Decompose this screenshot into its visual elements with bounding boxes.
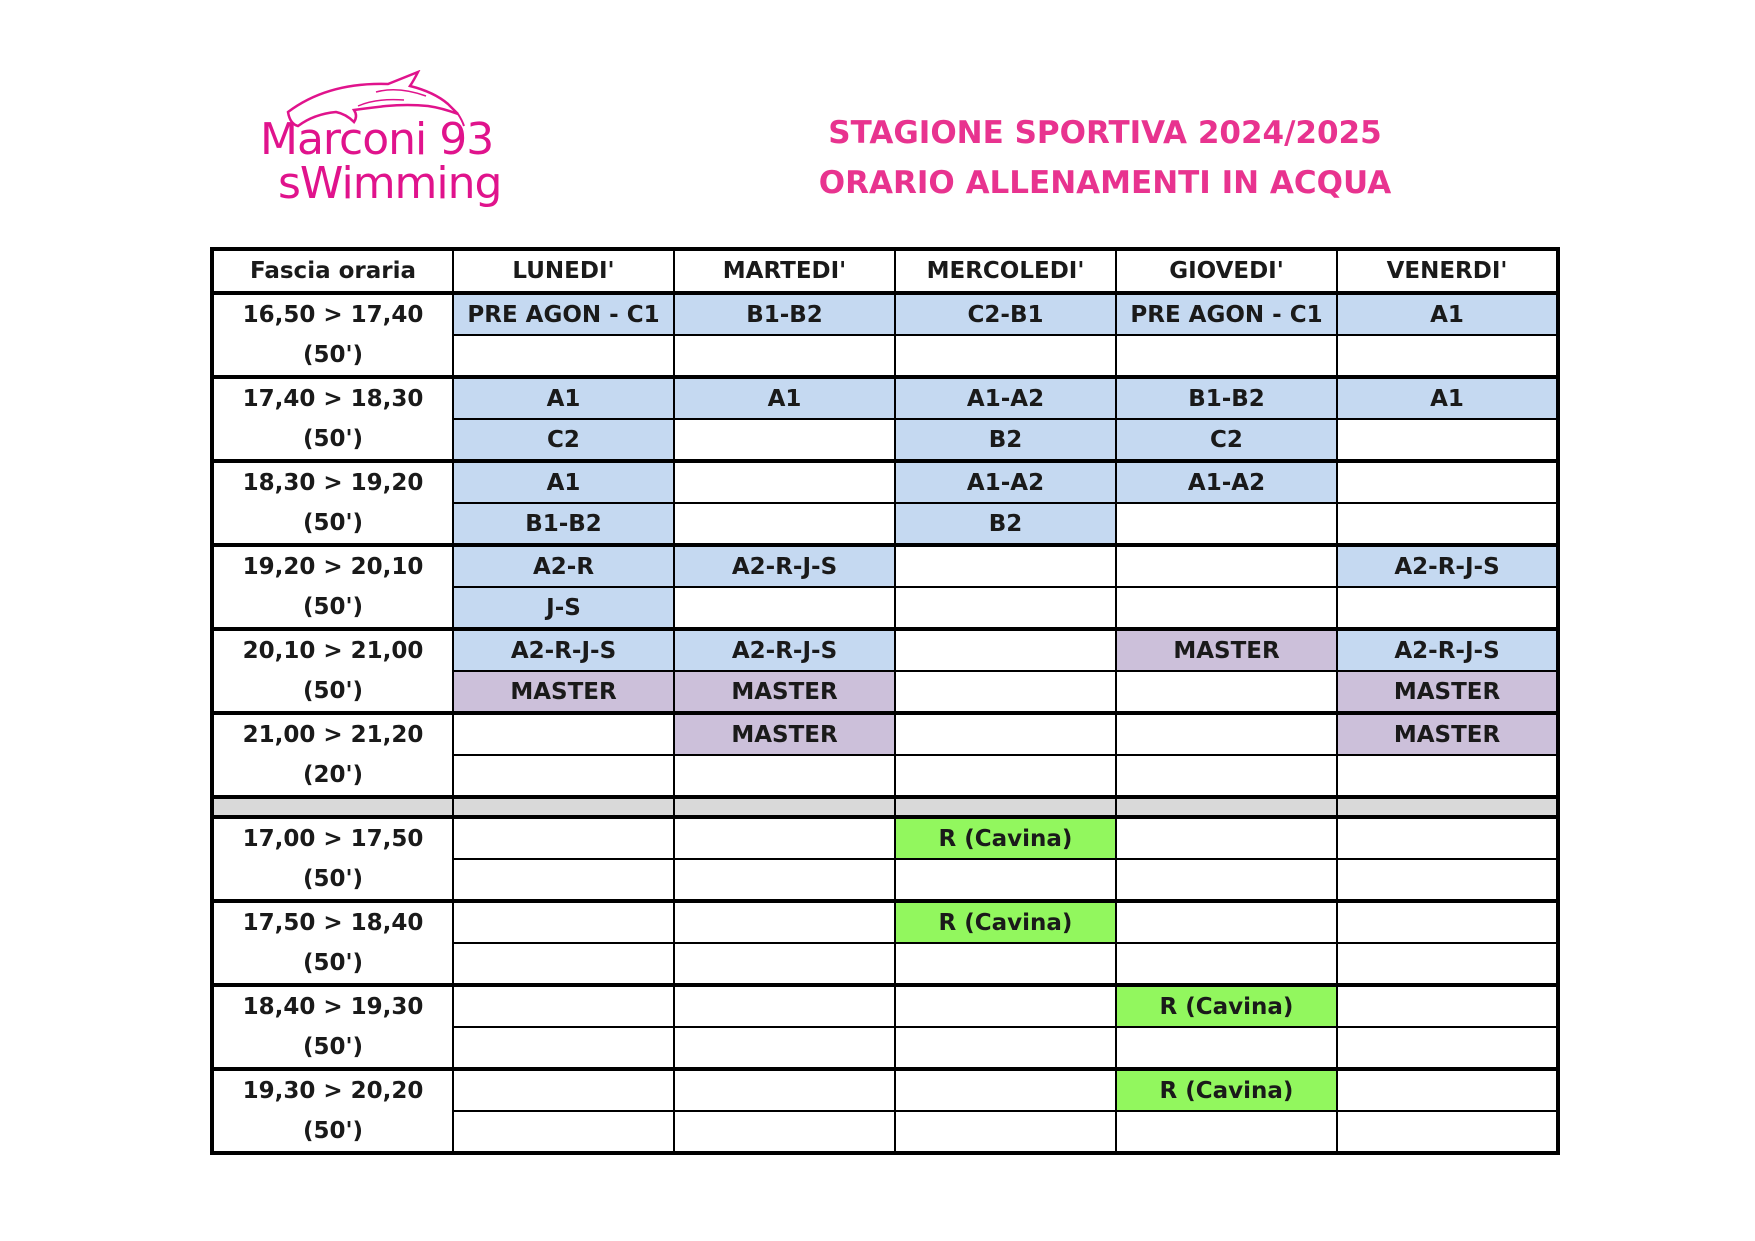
schedule-cell-wednesday [895,335,1116,377]
schedule-cell-monday [453,901,674,943]
schedule-cell-thursday [1116,901,1337,943]
time-range: 17,00 > 17,50 [242,826,424,852]
schedule-cell-tuesday [674,859,895,901]
schedule-cell-friday: MASTER [1337,713,1558,755]
schedule-cell-friday [1337,419,1558,461]
schedule-cell-thursday [1116,755,1337,797]
day-header-wednesday: MERCOLEDI' [895,249,1116,293]
table-row [212,629,1558,671]
time-slot-cell [212,817,453,901]
schedule-cell-monday [453,859,674,901]
schedule-cell-thursday [1116,817,1337,859]
schedule-cell-tuesday: A2-R-J-S [674,545,895,587]
header-row [212,249,1558,293]
schedule-cell-tuesday [674,901,895,943]
schedule-cell-friday: A2-R-J-S [1337,629,1558,671]
schedule-cell-tuesday [674,817,895,859]
schedule-cell-friday: A1 [1337,293,1558,335]
schedule-cell-monday [453,755,674,797]
page-title [780,108,1430,208]
separator-cell [1337,797,1558,817]
table-row [212,377,1558,419]
schedule-cell-friday [1337,901,1558,943]
schedule-cell-wednesday [895,713,1116,755]
schedule-cell-thursday [1116,671,1337,713]
schedule-cell-monday: PRE AGON - C1 [453,293,674,335]
schedule-cell-monday [453,985,674,1027]
logo-text-line2: sWimming [278,158,502,209]
schedule-cell-tuesday [674,1069,895,1111]
schedule-cell-friday: MASTER [1337,671,1558,713]
schedule-cell-monday: C2 [453,419,674,461]
schedule-cell-tuesday: MASTER [674,671,895,713]
time-range: 18,40 > 19,30 [242,994,424,1020]
time-range: 20,10 > 21,00 [242,638,424,664]
schedule-cell-monday [453,1027,674,1069]
schedule-cell-thursday: R (Cavina) [1116,1069,1337,1111]
table-row [212,713,1558,755]
schedule-cell-friday [1337,943,1558,985]
schedule-cell-tuesday: B1-B2 [674,293,895,335]
table-row [212,1069,1558,1111]
duration: (50') [302,950,364,976]
table-row [212,545,1558,587]
schedule-cell-wednesday [895,1027,1116,1069]
time-slot-cell [212,985,453,1069]
schedule-cell-monday: A2-R [453,545,674,587]
time-slot-cell [212,545,453,629]
schedule-cell-friday [1337,859,1558,901]
schedule-cell-monday [453,1111,674,1153]
schedule-cell-wednesday [895,545,1116,587]
schedule-cell-wednesday [895,587,1116,629]
schedule-cell-monday: J-S [453,587,674,629]
separator-cell [212,797,453,817]
schedule-cell-tuesday [674,335,895,377]
time-range: 19,30 > 20,20 [242,1078,424,1104]
schedule-cell-friday [1337,817,1558,859]
separator-cell [895,797,1116,817]
duration: (50') [302,1118,364,1144]
duration: (20') [302,762,364,788]
schedule-cell-tuesday [674,503,895,545]
table-row [212,817,1558,859]
schedule-cell-monday [453,817,674,859]
separator-cell [453,797,674,817]
time-range: 17,50 > 18,40 [242,910,424,936]
schedule-cell-tuesday: A2-R-J-S [674,629,895,671]
time-range: 18,30 > 19,20 [242,470,424,496]
schedule-cell-monday [453,943,674,985]
schedule-cell-monday [453,1069,674,1111]
schedule-cell-tuesday [674,1027,895,1069]
schedule-cell-thursday: A1-A2 [1116,461,1337,503]
duration: (50') [302,426,364,452]
schedule-cell-friday [1337,461,1558,503]
time-slot-cell [212,629,453,713]
day-header-friday: VENERDI' [1337,249,1558,293]
table-row [212,461,1558,503]
schedule-cell-wednesday [895,629,1116,671]
training-schedule-table [210,247,1560,1155]
schedule-cell-tuesday [674,419,895,461]
schedule-cell-thursday: C2 [1116,419,1337,461]
schedule-cell-thursday [1116,545,1337,587]
time-range: 19,20 > 20,10 [242,554,424,580]
schedule-cell-thursday [1116,1111,1337,1153]
schedule-cell-wednesday: R (Cavina) [895,901,1116,943]
duration: (50') [302,866,364,892]
separator-cell [674,797,895,817]
schedule-cell-tuesday: A1 [674,377,895,419]
schedule-cell-wednesday [895,671,1116,713]
time-range: 16,50 > 17,40 [242,302,424,328]
schedule-cell-monday: A2-R-J-S [453,629,674,671]
schedule-cell-wednesday: B2 [895,419,1116,461]
day-header-tuesday: MARTEDI' [674,249,895,293]
schedule-cell-friday: A2-R-J-S [1337,545,1558,587]
schedule-cell-wednesday: C2-B1 [895,293,1116,335]
schedule-cell-monday [453,335,674,377]
time-slot-cell [212,293,453,377]
schedule-cell-tuesday [674,755,895,797]
schedule-cell-thursday [1116,1027,1337,1069]
schedule-cell-wednesday [895,943,1116,985]
time-range: 17,40 > 18,30 [242,386,424,412]
schedule-cell-wednesday: A1-A2 [895,377,1116,419]
schedule-cell-friday [1337,1027,1558,1069]
schedule-cell-tuesday [674,461,895,503]
schedule-cell-thursday [1116,943,1337,985]
schedule-cell-monday: A1 [453,461,674,503]
schedule-cell-friday [1337,587,1558,629]
schedule-cell-tuesday [674,985,895,1027]
schedule-cell-thursday [1116,503,1337,545]
schedule-body [212,293,1558,1153]
day-header-monday: LUNEDI' [453,249,674,293]
schedule-cell-friday [1337,503,1558,545]
time-range: 21,00 > 21,20 [242,722,424,748]
schedule-cell-monday: B1-B2 [453,503,674,545]
season-title: STAGIONE SPORTIVA 2024/2025 [828,115,1382,151]
schedule-cell-wednesday [895,1069,1116,1111]
schedule-cell-wednesday: R (Cavina) [895,817,1116,859]
duration: (50') [302,594,364,620]
schedule-cell-tuesday: MASTER [674,713,895,755]
schedule-cell-friday [1337,1111,1558,1153]
schedule-cell-monday: A1 [453,377,674,419]
schedule-cell-wednesday [895,985,1116,1027]
schedule-cell-wednesday: B2 [895,503,1116,545]
schedule-cell-monday [453,713,674,755]
schedule-cell-wednesday [895,1111,1116,1153]
time-slot-cell [212,1069,453,1153]
duration: (50') [302,678,364,704]
schedule-cell-tuesday [674,943,895,985]
schedule-cell-wednesday: A1-A2 [895,461,1116,503]
schedule-cell-thursday: PRE AGON - C1 [1116,293,1337,335]
club-logo [258,70,520,210]
schedule-cell-thursday [1116,587,1337,629]
schedule-cell-thursday [1116,335,1337,377]
table-row [212,293,1558,335]
duration: (50') [302,342,364,368]
day-header-thursday: GIOVEDI' [1116,249,1337,293]
time-slot-cell [212,377,453,461]
separator-row [212,797,1558,817]
schedule-cell-friday [1337,1069,1558,1111]
time-slot-cell [212,713,453,797]
schedule-cell-thursday [1116,713,1337,755]
time-slot-header: Fascia oraria [212,249,453,293]
schedule-cell-thursday: MASTER [1116,629,1337,671]
table-row [212,901,1558,943]
time-slot-cell [212,901,453,985]
schedule-cell-tuesday [674,587,895,629]
schedule-cell-friday [1337,985,1558,1027]
duration: (50') [302,1034,364,1060]
duration: (50') [302,510,364,536]
schedule-cell-wednesday [895,755,1116,797]
schedule-cell-thursday: R (Cavina) [1116,985,1337,1027]
time-slot-cell [212,461,453,545]
schedule-cell-friday [1337,755,1558,797]
schedule-cell-monday: MASTER [453,671,674,713]
schedule-cell-thursday [1116,859,1337,901]
schedule-cell-friday: A1 [1337,377,1558,419]
schedule-cell-friday [1337,335,1558,377]
separator-cell [1116,797,1337,817]
schedule-title: ORARIO ALLENAMENTI IN ACQUA [818,165,1392,201]
logo-text-line1: Marconi 93 [260,114,494,165]
schedule-cell-thursday: B1-B2 [1116,377,1337,419]
table-row [212,985,1558,1027]
schedule-cell-tuesday [674,1111,895,1153]
schedule-cell-wednesday [895,859,1116,901]
